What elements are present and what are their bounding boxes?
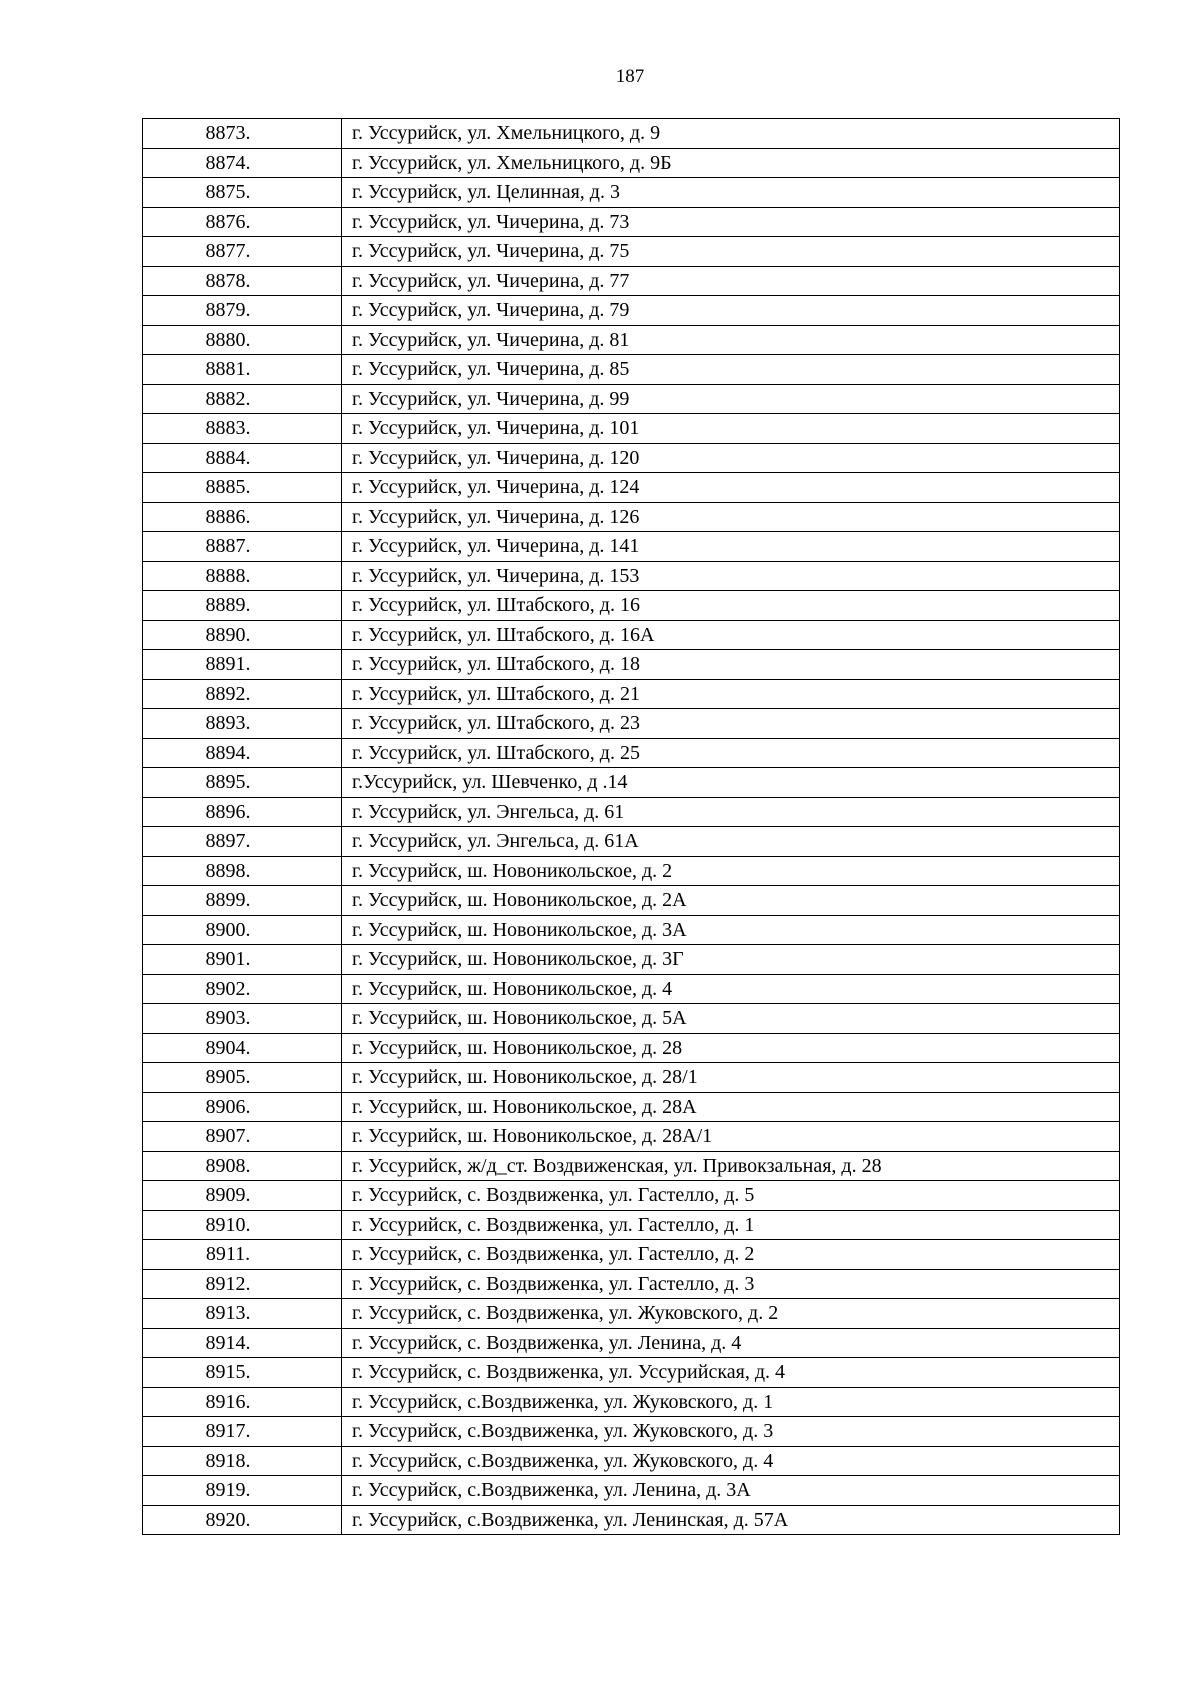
address-cell: г.Уссурийск, ул. Шевченко, д .14 [342, 768, 1120, 798]
row-number: 8904. [205, 1036, 251, 1059]
table-row [143, 886, 1120, 916]
address-cell: г. Уссурийск, с. Воздвиженка, ул. Жуковского, д. 2 [342, 1299, 1120, 1329]
table-row [143, 1299, 1120, 1329]
row-number: 8873. [205, 122, 251, 145]
table-row [143, 532, 1120, 562]
row-number: 8894. [205, 741, 251, 764]
row-number: 8907. [205, 1125, 251, 1148]
row-number-cell [143, 119, 342, 149]
row-number: 8896. [205, 800, 251, 823]
row-number-cell [143, 384, 342, 414]
row-number: 8878. [205, 269, 251, 292]
table-row [143, 768, 1120, 798]
row-number: 8902. [205, 977, 251, 1000]
address-cell: г. Уссурийск, с.Воздвиженка, ул. Жуковского, д. 1 [342, 1387, 1120, 1417]
page-number: 187 [615, 66, 645, 87]
row-number: 8909. [205, 1184, 251, 1207]
row-number: 8890. [205, 623, 251, 646]
row-number: 8916. [205, 1390, 251, 1413]
row-number: 8895. [205, 771, 251, 794]
row-number-cell [143, 443, 342, 473]
address-cell: г. Уссурийск, с.Воздвиженка, ул. Ленина, д. 3А [342, 1476, 1120, 1506]
address-cell: г. Уссурийск, с. Воздвиженка, ул. Гастелло, д. 1 [342, 1210, 1120, 1240]
row-number: 8912. [205, 1272, 251, 1295]
row-number-cell [143, 827, 342, 857]
address-cell: г. Уссурийск, ул. Штабского, д. 18 [342, 650, 1120, 680]
table-row [143, 1122, 1120, 1152]
row-number: 8886. [205, 505, 251, 528]
row-number-cell [143, 1387, 342, 1417]
table-row [143, 443, 1120, 473]
row-number: 8918. [205, 1449, 251, 1472]
row-number: 8905. [205, 1066, 251, 1089]
row-number-cell [143, 355, 342, 385]
table-row [143, 856, 1120, 886]
row-number: 8906. [205, 1095, 251, 1118]
table-row [143, 620, 1120, 650]
address-cell: г. Уссурийск, с.Воздвиженка, ул. Жуковского, д. 3 [342, 1417, 1120, 1447]
table-row [143, 414, 1120, 444]
row-number-cell [143, 1476, 342, 1506]
address-cell: г. Уссурийск, с.Воздвиженка, ул. Жуковского, д. 4 [342, 1446, 1120, 1476]
address-cell: г. Уссурийск, ш. Новоникольское, д. 5А [342, 1004, 1120, 1034]
row-number-cell [143, 1240, 342, 1270]
table-row [143, 1476, 1120, 1506]
row-number: 8917. [205, 1420, 251, 1443]
row-number: 8901. [205, 948, 251, 971]
row-number-cell [143, 1092, 342, 1122]
row-number-cell [143, 1299, 342, 1329]
row-number-cell [143, 296, 342, 326]
address-cell: г. Уссурийск, ул. Чичерина, д. 120 [342, 443, 1120, 473]
row-number-cell [143, 650, 342, 680]
table-row [143, 827, 1120, 857]
row-number: 8875. [205, 181, 251, 204]
address-cell: г. Уссурийск, с.Воздвиженка, ул. Ленинская, д. 57А [342, 1505, 1120, 1535]
row-number-cell [143, 856, 342, 886]
row-number: 8884. [205, 446, 251, 469]
address-cell: г. Уссурийск, ул. Чичерина, д. 79 [342, 296, 1120, 326]
table-row [143, 384, 1120, 414]
row-number-cell [143, 532, 342, 562]
row-number-cell [143, 1505, 342, 1535]
row-number-cell [143, 561, 342, 591]
address-cell: г. Уссурийск, ш. Новоникольское, д. 3Г [342, 945, 1120, 975]
row-number-cell [143, 886, 342, 916]
row-number: 8889. [205, 594, 251, 617]
row-number-cell [143, 414, 342, 444]
row-number-cell [143, 709, 342, 739]
table-row [143, 945, 1120, 975]
row-number-cell [143, 620, 342, 650]
table-row [143, 1210, 1120, 1240]
row-number: 8879. [205, 299, 251, 322]
row-number: 8913. [205, 1302, 251, 1325]
table-row [143, 915, 1120, 945]
row-number: 8880. [205, 328, 251, 351]
table-row [143, 1240, 1120, 1270]
address-cell: г. Уссурийск, ул. Чичерина, д. 77 [342, 266, 1120, 296]
address-cell: г. Уссурийск, ш. Новоникольское, д. 3А [342, 915, 1120, 945]
address-cell: г. Уссурийск, ул. Чичерина, д. 141 [342, 532, 1120, 562]
address-cell: г. Уссурийск, ул. Чичерина, д. 101 [342, 414, 1120, 444]
row-number: 8876. [205, 210, 251, 233]
row-number-cell [143, 797, 342, 827]
address-cell: г. Уссурийск, ул. Хмельницкого, д. 9Б [342, 148, 1120, 178]
table-row [143, 237, 1120, 267]
table-row [143, 266, 1120, 296]
address-cell: г. Уссурийск, ш. Новоникольское, д. 2 [342, 856, 1120, 886]
address-cell: г. Уссурийск, ул. Энгельса, д. 61А [342, 827, 1120, 857]
row-number: 8920. [205, 1508, 251, 1531]
table-row [143, 296, 1120, 326]
address-cell: г. Уссурийск, с. Воздвиженка, ул. Гастелло, д. 3 [342, 1269, 1120, 1299]
address-cell: г. Уссурийск, ул. Целинная, д. 3 [342, 178, 1120, 208]
table-row [143, 1446, 1120, 1476]
table-row [143, 502, 1120, 532]
row-number-cell [143, 1446, 342, 1476]
address-cell: г. Уссурийск, ш. Новоникольское, д. 28А [342, 1092, 1120, 1122]
address-cell: г. Уссурийск, ул. Чичерина, д. 75 [342, 237, 1120, 267]
row-number: 8893. [205, 712, 251, 735]
row-number: 8892. [205, 682, 251, 705]
row-number-cell [143, 1210, 342, 1240]
row-number-cell [143, 1004, 342, 1034]
table-row [143, 1092, 1120, 1122]
row-number: 8881. [205, 358, 251, 381]
row-number-cell [143, 738, 342, 768]
row-number: 8877. [205, 240, 251, 263]
address-cell: г. Уссурийск, ул. Штабского, д. 16А [342, 620, 1120, 650]
row-number-cell [143, 679, 342, 709]
address-table [142, 118, 1120, 1535]
row-number-cell [143, 237, 342, 267]
table-row [143, 1358, 1120, 1388]
row-number: 8882. [205, 387, 251, 410]
row-number-cell [143, 325, 342, 355]
address-cell: г. Уссурийск, ул. Энгельса, д. 61 [342, 797, 1120, 827]
row-number: 8888. [205, 564, 251, 587]
row-number: 8897. [205, 830, 251, 853]
table-row [143, 1417, 1120, 1447]
address-cell: г. Уссурийск, ул. Чичерина, д. 73 [342, 207, 1120, 237]
row-number: 8898. [205, 859, 251, 882]
address-cell: г. Уссурийск, ул. Чичерина, д. 85 [342, 355, 1120, 385]
row-number-cell [143, 1151, 342, 1181]
table-row [143, 1004, 1120, 1034]
row-number: 8883. [205, 417, 251, 440]
address-cell: г. Уссурийск, ул. Чичерина, д. 124 [342, 473, 1120, 503]
table-row [143, 738, 1120, 768]
row-number: 8911. [205, 1243, 251, 1266]
address-cell: г. Уссурийск, с. Воздвиженка, ул. Гастелло, д. 2 [342, 1240, 1120, 1270]
table-row [143, 1151, 1120, 1181]
address-cell: г. Уссурийск, ш. Новоникольское, д. 4 [342, 974, 1120, 1004]
address-table-body [143, 119, 1120, 1535]
row-number-cell [143, 1358, 342, 1388]
address-cell: г. Уссурийск, с. Воздвиженка, ул. Уссурийская, д. 4 [342, 1358, 1120, 1388]
address-cell: г. Уссурийск, ул. Штабского, д. 21 [342, 679, 1120, 709]
table-row [143, 1505, 1120, 1535]
row-number-cell [143, 915, 342, 945]
address-cell: г. Уссурийск, ул. Чичерина, д. 81 [342, 325, 1120, 355]
table-row [143, 119, 1120, 149]
row-number-cell [143, 1417, 342, 1447]
table-row [143, 473, 1120, 503]
table-row [143, 974, 1120, 1004]
address-cell: г. Уссурийск, ж/д_ст. Воздвиженская, ул. Привокзальная, д. 28 [342, 1151, 1120, 1181]
table-row [143, 1269, 1120, 1299]
address-cell: г. Уссурийск, с. Воздвиженка, ул. Гастелло, д. 5 [342, 1181, 1120, 1211]
address-cell: г. Уссурийск, ул. Штабского, д. 25 [342, 738, 1120, 768]
row-number-cell [143, 207, 342, 237]
row-number-cell [143, 1328, 342, 1358]
row-number-cell [143, 1122, 342, 1152]
row-number-cell [143, 178, 342, 208]
address-cell: г. Уссурийск, ш. Новоникольское, д. 28А/1 [342, 1122, 1120, 1152]
table-row [143, 591, 1120, 621]
address-cell: г. Уссурийск, с. Воздвиженка, ул. Ленина, д. 4 [342, 1328, 1120, 1358]
row-number: 8887. [205, 535, 251, 558]
address-cell: г. Уссурийск, ул. Штабского, д. 23 [342, 709, 1120, 739]
table-row [143, 1328, 1120, 1358]
address-cell: г. Уссурийск, ул. Чичерина, д. 126 [342, 502, 1120, 532]
address-cell: г. Уссурийск, ш. Новоникольское, д. 28 [342, 1033, 1120, 1063]
table-row [143, 1387, 1120, 1417]
row-number-cell [143, 1033, 342, 1063]
row-number-cell [143, 1269, 342, 1299]
row-number-cell [143, 473, 342, 503]
row-number: 8919. [205, 1479, 251, 1502]
table-row [143, 679, 1120, 709]
row-number-cell [143, 502, 342, 532]
row-number-cell [143, 1063, 342, 1093]
row-number-cell [143, 266, 342, 296]
row-number-cell [143, 768, 342, 798]
row-number: 8874. [205, 151, 251, 174]
table-row [143, 178, 1120, 208]
table-row [143, 325, 1120, 355]
address-cell: г. Уссурийск, ш. Новоникольское, д. 2А [342, 886, 1120, 916]
row-number: 8899. [205, 889, 251, 912]
address-cell: г. Уссурийск, ул. Чичерина, д. 99 [342, 384, 1120, 414]
row-number: 8900. [205, 918, 251, 941]
row-number-cell [143, 974, 342, 1004]
row-number: 8910. [205, 1213, 251, 1236]
row-number: 8914. [205, 1331, 251, 1354]
table-row [143, 355, 1120, 385]
table-row [143, 207, 1120, 237]
row-number: 8903. [205, 1007, 251, 1030]
row-number: 8915. [205, 1361, 251, 1384]
table-row [143, 650, 1120, 680]
table-row [143, 1033, 1120, 1063]
table-row [143, 1063, 1120, 1093]
row-number: 8891. [205, 653, 251, 676]
table-row [143, 709, 1120, 739]
address-cell: г. Уссурийск, ул. Штабского, д. 16 [342, 591, 1120, 621]
row-number-cell [143, 148, 342, 178]
row-number-cell [143, 591, 342, 621]
table-row [143, 1181, 1120, 1211]
address-cell: г. Уссурийск, ш. Новоникольское, д. 28/1 [342, 1063, 1120, 1093]
address-cell: г. Уссурийск, ул. Чичерина, д. 153 [342, 561, 1120, 591]
row-number-cell [143, 945, 342, 975]
address-cell: г. Уссурийск, ул. Хмельницкого, д. 9 [342, 119, 1120, 149]
table-row [143, 561, 1120, 591]
table-row [143, 148, 1120, 178]
row-number: 8908. [205, 1154, 251, 1177]
table-row [143, 797, 1120, 827]
row-number: 8885. [205, 476, 251, 499]
row-number-cell [143, 1181, 342, 1211]
